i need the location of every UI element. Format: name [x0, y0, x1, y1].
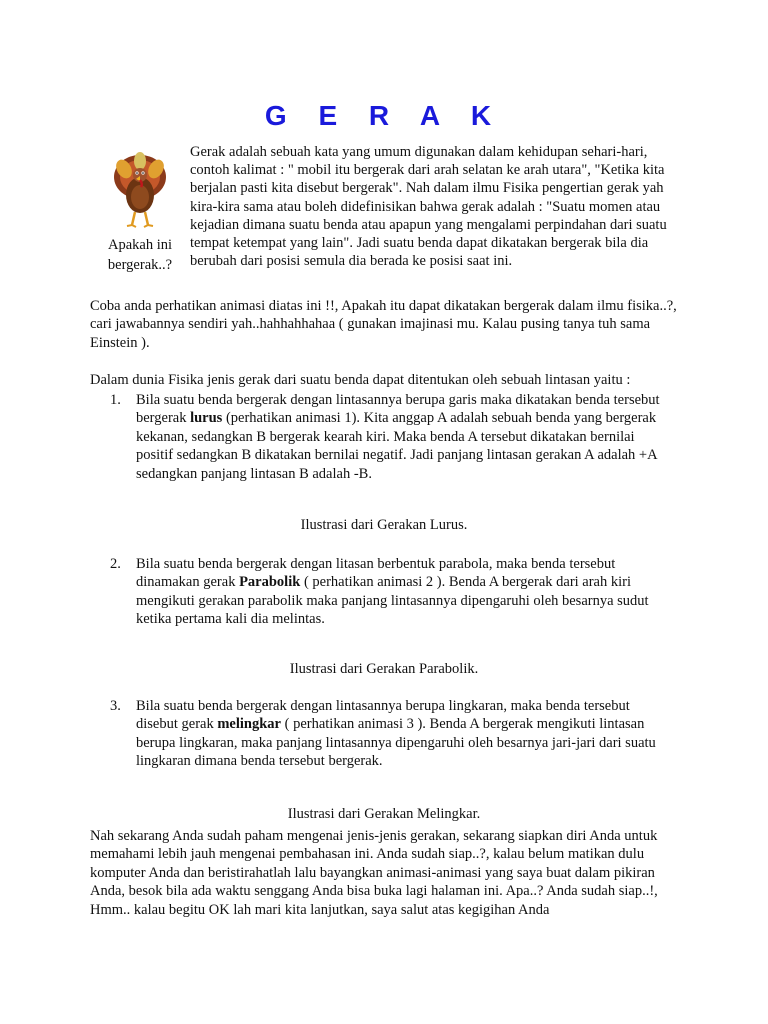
- list-item-text: Bila suatu benda bergerak dengan lintasannya berupa lingkaran, maka benda tersebut disebut gerak melingkar ( perhatikan animasi 3 ). Benda A bergerak mengikuti lintasan berupa lingkaran, maka panjang lintasannya dipengaruhi oleh besarnya jari-jari dari suatu lingkaran dimana benda tersebut bergerak.: [136, 698, 656, 770]
- turkey-animation-icon: [110, 147, 170, 229]
- paragraph-closing: Nah sekarang Anda sudah paham mengenai jenis-jenis gerakan, sekarang siapkan diri Anda untuk memahami lebih jauh mengenai pembahasan ini. Anda sudah siap..?, kalau belum matikan dulu komputer Anda dan beristirahatlah lalu bayangkan animasi-animasi yang saya buat dalam pikiran Anda, besok bila ada waktu senggang Anda bisa buka lagi halaman ini. Apa..? Anda sudah siap..!, Hmm.. kalau begitu OK lah mari kita lanjutkan, saya salut atas kegigihan Anda: [90, 828, 658, 918]
- paragraph-lintasan: Dalam dunia Fisika jenis gerak dari suatu benda dapat ditentukan oleh sebuah lintasan yaitu :: [90, 372, 631, 388]
- list-number: 3.: [110, 698, 121, 714]
- illustration-caption: Ilustrasi dari Gerakan Melingkar.: [287, 806, 481, 822]
- figure: [90, 147, 190, 275]
- list-number: 2.: [110, 556, 121, 572]
- figure-caption: Apakah ini bergerak..?: [107, 237, 173, 273]
- page-title: G E R A K: [264, 100, 504, 131]
- paragraph-animasi: Coba anda perhatikan animasi diatas ini !!, Apakah itu dapat dikatakan bergerak dalam ilmu fisika..?, cari jawabannya sendiri yah..hahhahhahaa ( gunakan imajinasi mu. Kalau pusing tanya tuh sama Einstein ).: [90, 298, 677, 351]
- keyword-parabolik: Parabolik: [239, 574, 301, 591]
- illustration-caption: Ilustrasi dari Gerakan Lurus.: [300, 517, 468, 533]
- list-item-text: Bila suatu benda bergerak dengan litasan berbentuk parabola, maka benda tersebut dinamakan gerak Parabolik ( perhatikan animasi 2 ). Benda A bergerak dari arah kiri mengikuti gerakan parabolik maka panjang lintasannya dipengaruhi oleh besarnya sudut ketika pertama kali dia melintas.: [136, 556, 649, 628]
- intro-paragraph: Gerak adalah sebuah kata yang umum digunakan dalam kehidupan sehari-hari, contoh kalimat : " mobil itu bergerak dari arah selatan ke arah utara", "Ketika kita berjalan pasti kita disebut bergerak". Nah dalam ilmu Fisika pengertian gerak yah kira-kira sama atau boleh didefinisikan bahwa gerak adalah : "Suatu momen atau kejadian dimana suatu benda atau apapun yang mengalami perpindahan dari suatu tempat ketempat yang lain". Jadi suatu benda dapat dikatakan bergerak bila dia berubah dari posisi semula dia berada ke posisi saat ini.: [190, 144, 667, 270]
- keyword-lurus: lurus: [190, 410, 223, 427]
- list-number: 1.: [110, 392, 121, 408]
- list-item-text: Bila suatu benda bergerak dengan lintasannya berupa garis maka dikatakan benda tersebut bergerak lurus (perhatikan animasi 1). Kita anggap A adalah sebuah benda yang bergerak kekanan, sedangkan B bergerak kearah kiri. Maka benda A tersebut dikatakan bernilai positif sedangkan B dikatakan bernilai negatif. Jadi panjang lintasan gerakan A adalah +A sedangkan panjang lintasan B adalah -B.: [136, 392, 660, 482]
- keyword-melingkar: melingkar: [217, 716, 281, 733]
- illustration-caption: Ilustrasi dari Gerakan Parabolik.: [289, 661, 479, 677]
